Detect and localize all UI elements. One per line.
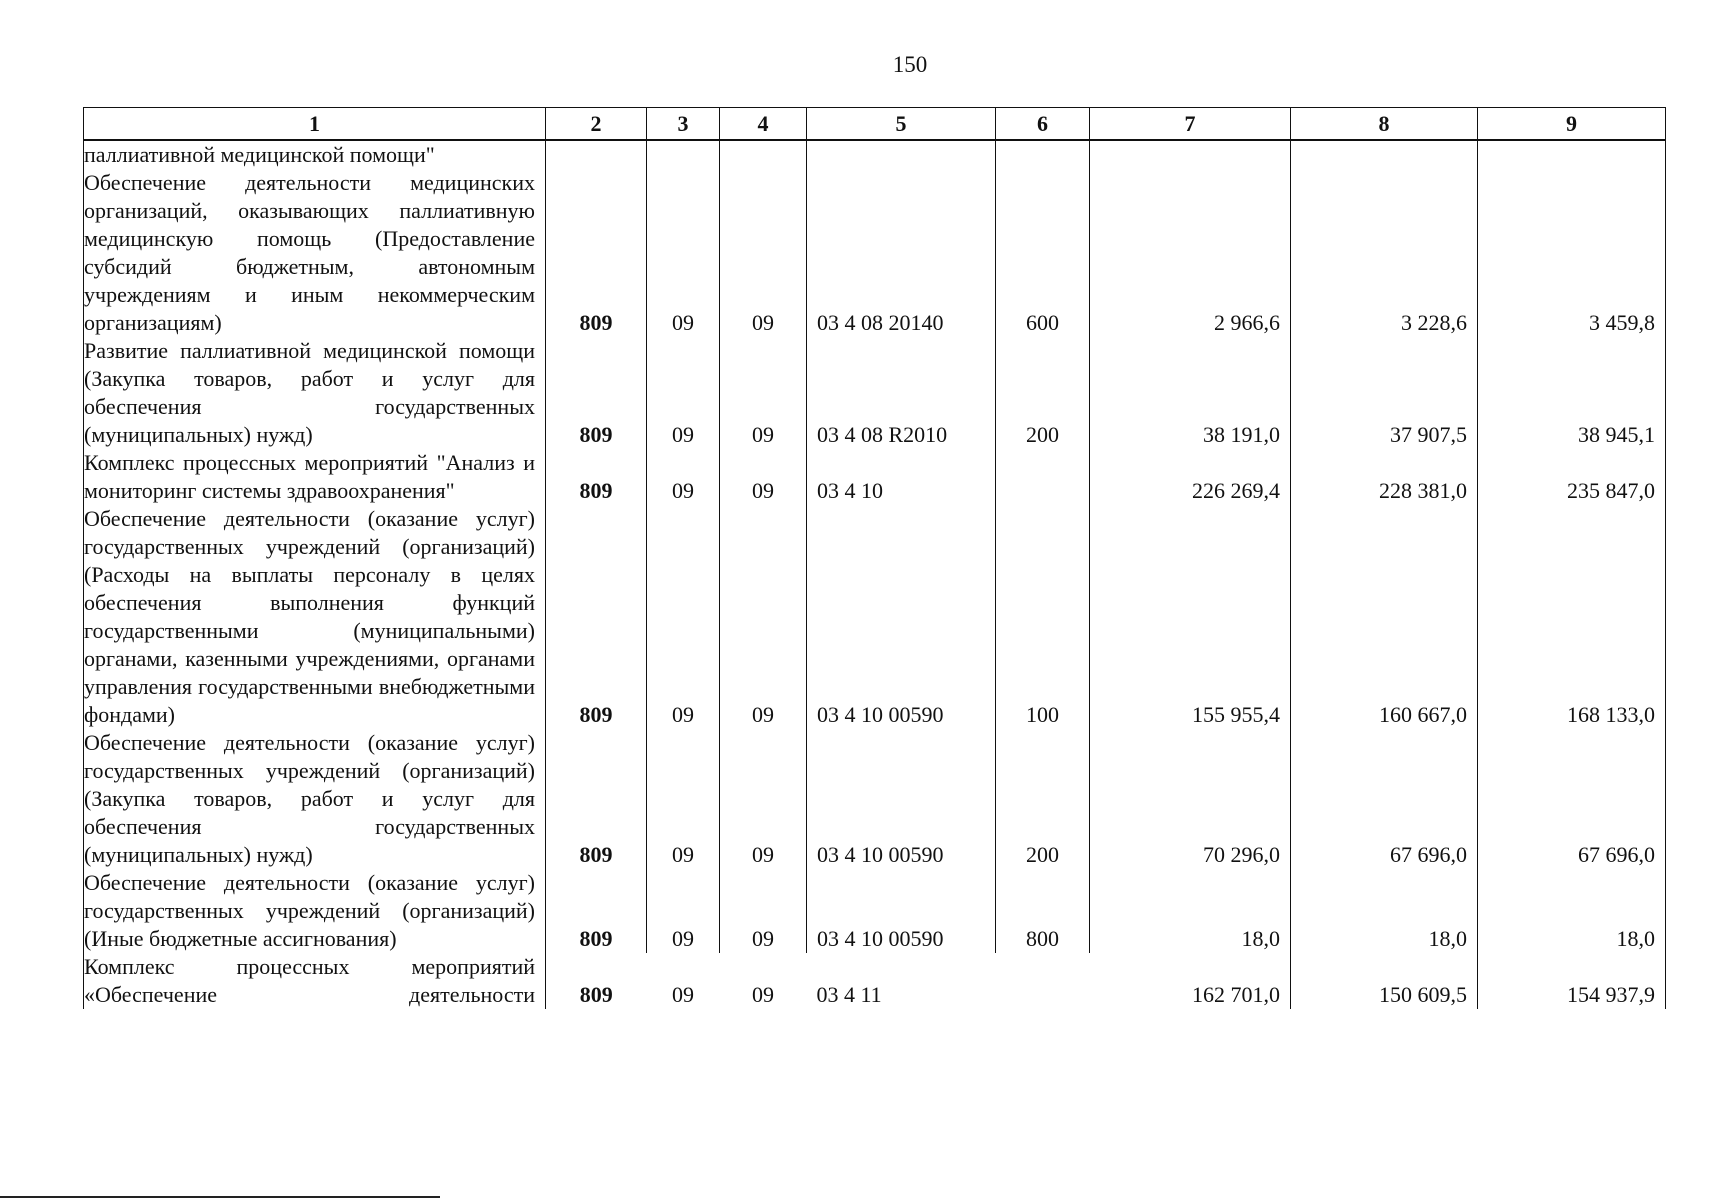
table-row [84,729,1666,869]
row-section: 09 [647,337,720,449]
row-target-code: 03 4 08 R2010 [807,337,996,449]
row-section: 09 [647,449,720,505]
row-admin-code [546,140,647,169]
row-admin-code: 809 [546,337,647,449]
row-section: 09 [647,505,720,729]
row-target-code: 03 4 10 [807,449,996,505]
row-subsection: 09 [720,169,807,337]
row-admin-code: 809 [546,169,647,337]
row-description: Обеспечение деятельности (оказание услуг) государственных учреждений (организаций) (Закупка товаров, работ и услуг для обеспечения государственных (муниципальных) нужд) [84,729,546,869]
table-row [84,337,1666,449]
row-description: Обеспечение деятельности (оказание услуг) государственных учреждений (организаций) (Иные бюджетные ассигнования) [84,869,546,953]
column-header-4: 4 [720,108,807,141]
column-header-6: 6 [996,108,1090,141]
row-amount-col7: 18,0 [1090,869,1291,953]
column-header-1: 1 [84,108,546,141]
row-expense-type [996,140,1090,169]
row-subsection: 09 [720,449,807,505]
row-amount-col7: 70 296,0 [1090,729,1291,869]
row-amount-col8: 37 907,5 [1291,337,1478,449]
row-subsection: 09 [720,729,807,869]
row-amount-col8: 228 381,0 [1291,449,1478,505]
row-description: паллиативной медицинской помощи" [84,140,546,169]
row-section: 09 [647,869,720,953]
table-row [84,169,1666,337]
row-admin-code: 809 [546,505,647,729]
row-amount-col7: 2 966,6 [1090,169,1291,337]
row-subsection [720,140,807,169]
row-description: Обеспечение деятельности (оказание услуг) государственных учреждений (организаций) (Расходы на выплаты персоналу в целях обеспечения выполнения функций государственными (муниципальными) органами, казенными учреждениями, органами управления государственными внебюджетными фондами) [84,505,546,729]
row-section: 09 [647,169,720,337]
row-amount-col9: 67 696,0 [1478,729,1666,869]
row-amount-col8: 3 228,6 [1291,169,1478,337]
row-amount-col7: 38 191,0 [1090,337,1291,449]
row-subsection: 09 [720,505,807,729]
column-header-9: 9 [1478,108,1666,141]
column-header-7: 7 [1090,108,1291,141]
column-header-5: 5 [807,108,996,141]
column-header-3: 3 [647,108,720,141]
row-description: Обеспечение деятельности медицинских организаций, оказывающих паллиативную медицинскую помощь (Предоставление субсидий бюджетным, автономным учреждениям и иным некоммерческим организациям) [84,169,546,337]
table-row [84,449,1666,505]
row-target-code: 03 4 10 00590 [807,869,996,953]
row-amount-col8: 160 667,0 [1291,505,1478,729]
row-amount-col7: 162 701,0 [1090,953,1291,1009]
budget-table [83,107,1666,1009]
row-expense-type: 200 [996,729,1090,869]
row-section: 09 [647,729,720,869]
row-amount-col8: 18,0 [1291,869,1478,953]
page-number: 150 [892,52,928,77]
row-description: Развитие паллиативной медицинской помощи (Закупка товаров, работ и услуг для обеспечения государственных (муниципальных) нужд) [84,337,546,449]
row-amount-col8: 67 696,0 [1291,729,1478,869]
row-amount-col7 [1090,140,1291,169]
row-expense-type: 100 [996,505,1090,729]
row-target-code: 03 4 10 00590 [807,729,996,869]
row-admin-code: 809 [546,869,647,953]
row-subsection: 09 [752,982,774,1007]
row-amount-col9: 154 937,9 [1478,953,1666,1009]
row-admin-code: 809 [546,449,647,505]
row-amount-col8 [1291,140,1478,169]
row-amount-col9: 38 945,1 [1478,337,1666,449]
row-amount-col7: 226 269,4 [1090,449,1291,505]
row-expense-type: 800 [996,869,1090,953]
row-section [647,140,720,169]
row-target-code: 03 4 08 20140 [807,169,996,337]
row-amount-col8: 150 609,5 [1291,953,1478,1009]
row-target-code: 03 4 10 00590 [807,505,996,729]
row-amount-col7: 155 955,4 [1090,505,1291,729]
column-header-8: 8 [1291,108,1478,141]
row-target-code [807,140,996,169]
table-body [84,140,1666,1009]
row-target-code: 03 4 11 [816,982,882,1007]
row-expense-type [996,953,1090,1009]
row-admin-code: 809 [579,982,613,1007]
table-row [84,505,1666,729]
row-subsection: 09 [720,337,807,449]
row-amount-col9 [1478,140,1666,169]
row-expense-type: 200 [996,337,1090,449]
row-section: 09 [672,982,694,1007]
row-amount-col9: 235 847,0 [1478,449,1666,505]
table-row [84,140,1666,169]
row-amount-col9: 18,0 [1478,869,1666,953]
row-expense-type [996,449,1090,505]
row-description: Комплекс процессных мероприятий "Анализ и мониторинг системы здравоохранения" [84,449,546,505]
row-amount-col9: 168 133,0 [1478,505,1666,729]
page-bottom-rule [0,1196,440,1198]
table-row [84,869,1666,953]
table-row [84,953,1666,1009]
row-expense-type: 600 [996,169,1090,337]
column-header-2: 2 [546,108,647,141]
row-admin-code: 809 [546,729,647,869]
row-subsection: 09 [720,869,807,953]
row-description: Комплекс процессных мероприятий «Обеспечение деятельности [84,953,546,1009]
row-amount-col9: 3 459,8 [1478,169,1666,337]
table-header [84,108,1666,141]
